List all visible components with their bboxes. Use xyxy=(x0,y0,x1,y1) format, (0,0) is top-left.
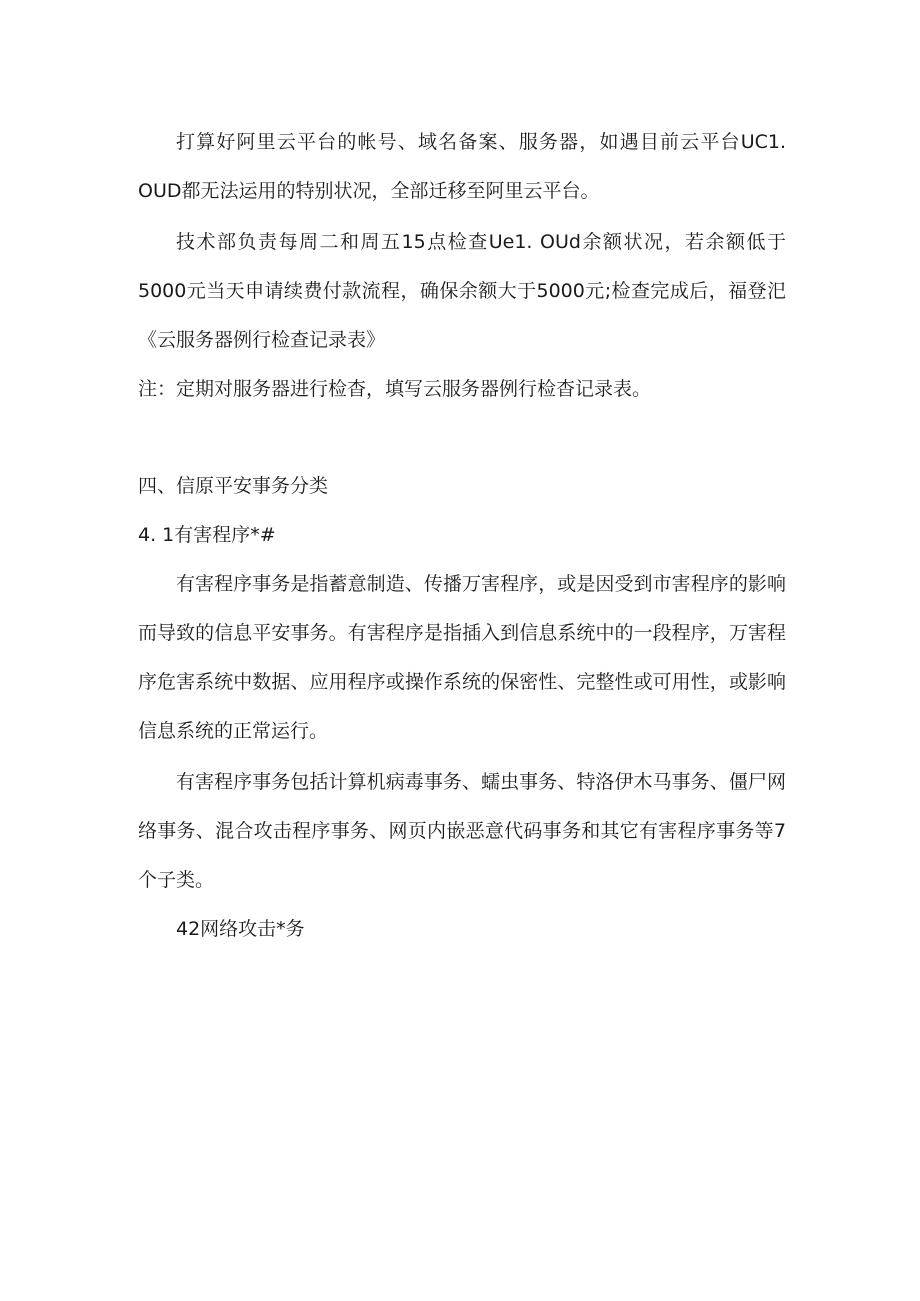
paragraph-balance-check: 技术部负责每周二和周五15点检查Ue1. OUd余额状况，若余额低于5000元当天申请续费付款流程，确保余额大于5000元;检查完成后，福登汜《云服务器例行检查记录表》 xyxy=(138,231,786,351)
paragraph-harmful-program-definition: 有害程序事务是指蓄意制造、传播万害程序，或是因受到市害程序的影响而导致的信息平安事务。有害程序是指插入到信息系统中的一段程序，万害程序危害系统中数据、应用程序或操作系统的保密性、完整性或可用性，或影响信息系统的正常运行。 xyxy=(138,573,786,742)
note-server-check: 注：定期对服务器进行检杳，填写云服务器例行检杳记录表。 xyxy=(138,378,652,400)
document-body xyxy=(138,118,786,954)
paragraph-harmful-program-types: 有害程序事务包括计算机病毒事务、蠕虫事务、特洛伊木马事务、僵尸网络事务、混合攻击程序事务、网页内嵌恶意代码事务和其它有害程序事务等7个子类。 xyxy=(138,771,786,891)
subsection-heading-4-2: 42网络攻击*务 xyxy=(176,918,305,940)
paragraph-platform-migration: 打算好阿里云平台的帐号、域名备案、服务器，如遇目前云平台UC1. OUD都无法运用的特别状况，全部迁移至阿里云平台。 xyxy=(138,131,786,202)
subsection-heading-4-1: 4. 1有害程序*# xyxy=(138,524,276,546)
section-heading-4: 四、信原平安事务分类 xyxy=(138,475,329,497)
